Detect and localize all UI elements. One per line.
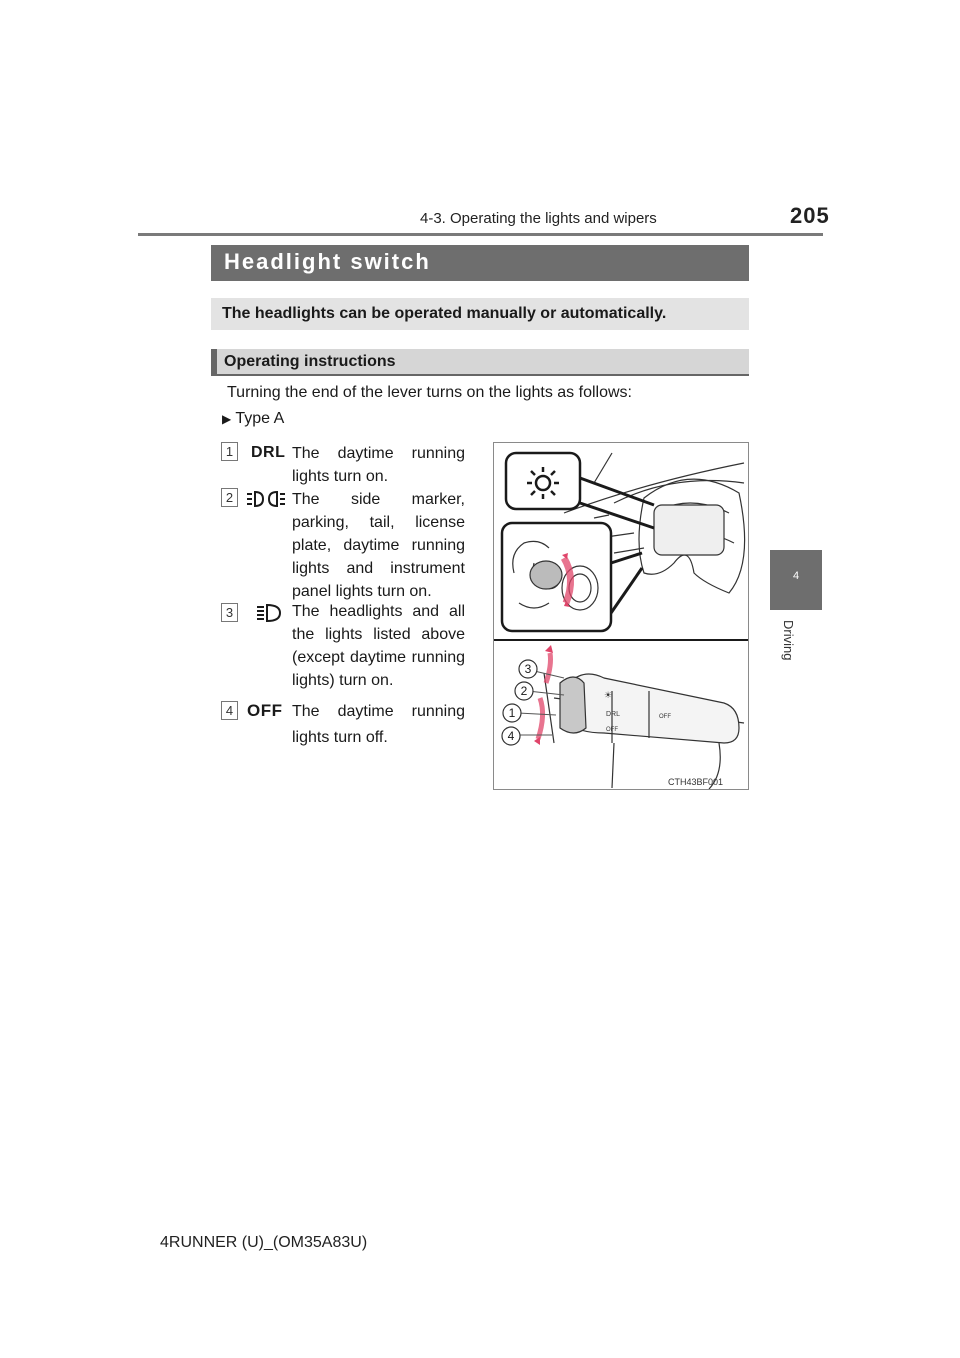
list-item-number bbox=[221, 603, 238, 622]
chapter-label: Driving bbox=[781, 620, 796, 661]
section-heading: Operating instructions bbox=[224, 353, 396, 370]
list-item: The daytime running lights turn off. bbox=[292, 703, 465, 746]
header-rule bbox=[138, 233, 823, 236]
list-item: The daytime running lights turn on. bbox=[292, 445, 465, 485]
section-header: 4-3. Operating the lights and wipers bbox=[420, 210, 657, 227]
headlight-icon bbox=[256, 603, 282, 623]
lever-illustration bbox=[493, 442, 749, 790]
chapter-number: 4 bbox=[792, 570, 800, 582]
type-label bbox=[222, 410, 284, 428]
list-item: The side marker, parking, tail, license plate, daytime running lights and instrument panel lights turn on. bbox=[292, 491, 465, 600]
lever-off-mark: OFF bbox=[606, 727, 618, 733]
type-label-text: Type A bbox=[235, 410, 285, 427]
subtitle: The headlights can be operated manually or automatically. bbox=[222, 305, 667, 322]
section-heading-rule bbox=[211, 374, 749, 376]
lever-diagram bbox=[494, 443, 748, 789]
drl-icon: DRL bbox=[251, 444, 286, 461]
callout-label: 4 bbox=[507, 729, 515, 743]
item-number-badge: 2 bbox=[221, 488, 238, 507]
page-number: 205 bbox=[790, 203, 830, 228]
callout-label: 3 bbox=[524, 662, 532, 676]
parking-lights-icon bbox=[246, 489, 286, 509]
lever-drl-mark: DRL bbox=[606, 711, 621, 718]
off-icon: OFF bbox=[247, 701, 283, 720]
page-title: Headlight switch bbox=[224, 249, 431, 274]
item-number-badge: 3 bbox=[221, 603, 238, 622]
svg-text:☀: ☀ bbox=[604, 690, 613, 700]
intro-text: Turning the end of the lever turns on the lights as follows: bbox=[227, 384, 632, 401]
list-item-number bbox=[221, 488, 238, 507]
list-item-number bbox=[221, 701, 238, 720]
triangle-bullet-icon: ▶ bbox=[222, 412, 232, 426]
item-number-badge: 1 bbox=[221, 442, 238, 461]
item-number-badge: 4 bbox=[221, 701, 238, 720]
list-item: The headlights and all the lights listed above (except daytime running lights) turn on. bbox=[292, 603, 465, 689]
callout-label: 2 bbox=[520, 684, 528, 698]
list-item-number bbox=[221, 442, 238, 461]
callout-label: 1 bbox=[508, 706, 516, 720]
figure-code: CTH43BF001 bbox=[668, 777, 724, 787]
footer-model: 4RUNNER (U)_(OM35A83U) bbox=[160, 1234, 368, 1251]
lever-off-mark-ring: OFF bbox=[659, 714, 671, 720]
